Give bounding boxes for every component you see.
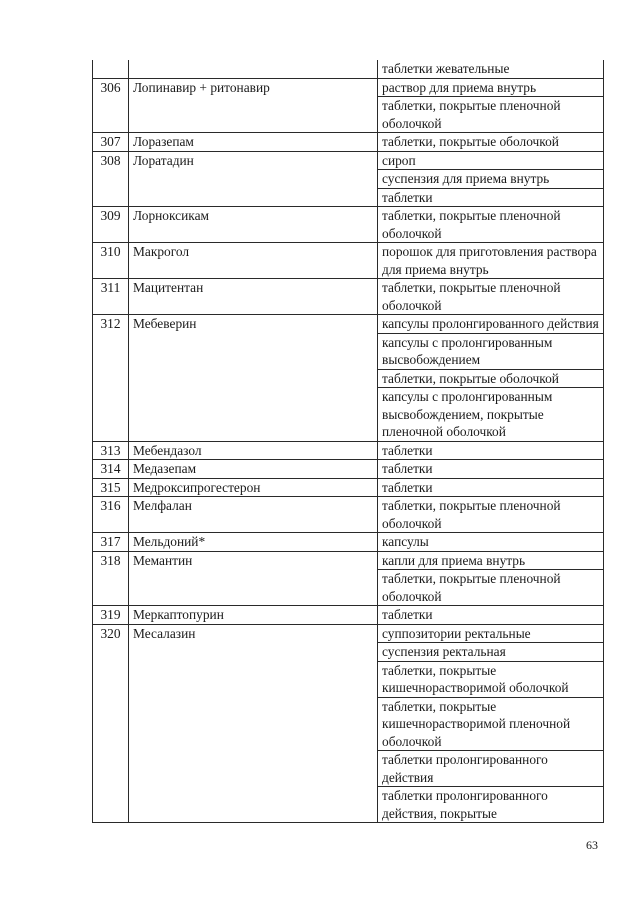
dosage-form: капсулы пролонгированного действия bbox=[378, 315, 604, 334]
table-row bbox=[93, 460, 604, 479]
row-number: 314 bbox=[93, 460, 129, 479]
dosage-form: порошок для приготовления раствора для приема внутрь bbox=[378, 243, 604, 279]
dosage-form: капсулы с пролонгированным высвобождением bbox=[378, 333, 604, 369]
dosage-form: таблетки жевательные bbox=[378, 60, 604, 78]
row-number: 313 bbox=[93, 441, 129, 460]
row-number: 308 bbox=[93, 151, 129, 207]
page-number: 63 bbox=[586, 838, 598, 852]
row-number: 320 bbox=[93, 624, 129, 823]
table-row bbox=[93, 207, 604, 243]
drug-name: Лоратадин bbox=[129, 151, 378, 207]
drug-name: Меркаптопурин bbox=[129, 606, 378, 625]
dosage-form: таблетки, покрытые оболочкой bbox=[378, 369, 604, 388]
row-number: 318 bbox=[93, 551, 129, 606]
table-row bbox=[93, 478, 604, 497]
table-row bbox=[93, 497, 604, 533]
dosage-form: сироп bbox=[378, 151, 604, 170]
dosage-form: таблетки bbox=[378, 460, 604, 479]
drug-name: Медроксипрогестерон bbox=[129, 478, 378, 497]
drug-name: Месалазин bbox=[129, 624, 378, 823]
row-number: 315 bbox=[93, 478, 129, 497]
dosage-form: таблетки bbox=[378, 188, 604, 207]
row-number: 317 bbox=[93, 533, 129, 552]
drug-name: Лопинавир + ритонавир bbox=[129, 78, 378, 133]
drug-name: Макрогол bbox=[129, 243, 378, 279]
table-row bbox=[93, 151, 604, 170]
dosage-form: таблетки, покрытые пленочной оболочкой bbox=[378, 497, 604, 533]
row-number: 309 bbox=[93, 207, 129, 243]
dosage-form: таблетки bbox=[378, 478, 604, 497]
dosage-form: таблетки, покрытые кишечнорастворимой оболочкой bbox=[378, 661, 604, 697]
drug-name: Лоразепам bbox=[129, 133, 378, 152]
dosage-form: суппозитории ректальные bbox=[378, 624, 604, 643]
table-row bbox=[93, 533, 604, 552]
drug-name: Мелфалан bbox=[129, 497, 378, 533]
drug-name: Лорноксикам bbox=[129, 207, 378, 243]
dosage-form: таблетки пролонгированного действия bbox=[378, 751, 604, 787]
drug-name: Мацитентан bbox=[129, 279, 378, 315]
drug-table bbox=[92, 60, 604, 823]
table-row bbox=[93, 624, 604, 643]
dosage-form: капсулы bbox=[378, 533, 604, 552]
table-row bbox=[93, 78, 604, 97]
row-number: 316 bbox=[93, 497, 129, 533]
dosage-form: таблетки, покрытые пленочной оболочкой bbox=[378, 97, 604, 133]
table-row bbox=[93, 133, 604, 152]
dosage-form: раствор для приема внутрь bbox=[378, 78, 604, 97]
dosage-form: капли для приема внутрь bbox=[378, 551, 604, 570]
table-row bbox=[93, 279, 604, 315]
row-number: 311 bbox=[93, 279, 129, 315]
row-number: 312 bbox=[93, 315, 129, 442]
drug-name: Медазепам bbox=[129, 460, 378, 479]
drug-name: Мемантин bbox=[129, 551, 378, 606]
table-row bbox=[93, 243, 604, 279]
dosage-form: таблетки, покрытые оболочкой bbox=[378, 133, 604, 152]
dosage-form: суспензия для приема внутрь bbox=[378, 170, 604, 189]
dosage-form: таблетки, покрытые пленочной оболочкой bbox=[378, 570, 604, 606]
drug-name: Мебендазол bbox=[129, 441, 378, 460]
dosage-form: таблетки, покрытые кишечнорастворимой пленочной оболочкой bbox=[378, 697, 604, 751]
table-row bbox=[93, 60, 604, 78]
table-row bbox=[93, 551, 604, 570]
dosage-form: капсулы с пролонгированным высвобождением, покрытые пленочной оболочкой bbox=[378, 388, 604, 442]
drug-name: Мельдоний* bbox=[129, 533, 378, 552]
row-number bbox=[93, 60, 129, 78]
row-number: 310 bbox=[93, 243, 129, 279]
dosage-form: таблетки пролонгированного действия, покрытые bbox=[378, 787, 604, 823]
row-number: 319 bbox=[93, 606, 129, 625]
table-row bbox=[93, 441, 604, 460]
dosage-form: таблетки, покрытые пленочной оболочкой bbox=[378, 207, 604, 243]
dosage-form: таблетки bbox=[378, 441, 604, 460]
row-number: 306 bbox=[93, 78, 129, 133]
dosage-form: таблетки, покрытые пленочной оболочкой bbox=[378, 279, 604, 315]
drug-name bbox=[129, 60, 378, 78]
row-number: 307 bbox=[93, 133, 129, 152]
dosage-form: таблетки bbox=[378, 606, 604, 625]
table-row bbox=[93, 606, 604, 625]
drug-name: Мебеверин bbox=[129, 315, 378, 442]
table-row bbox=[93, 315, 604, 334]
dosage-form: суспензия ректальная bbox=[378, 643, 604, 662]
